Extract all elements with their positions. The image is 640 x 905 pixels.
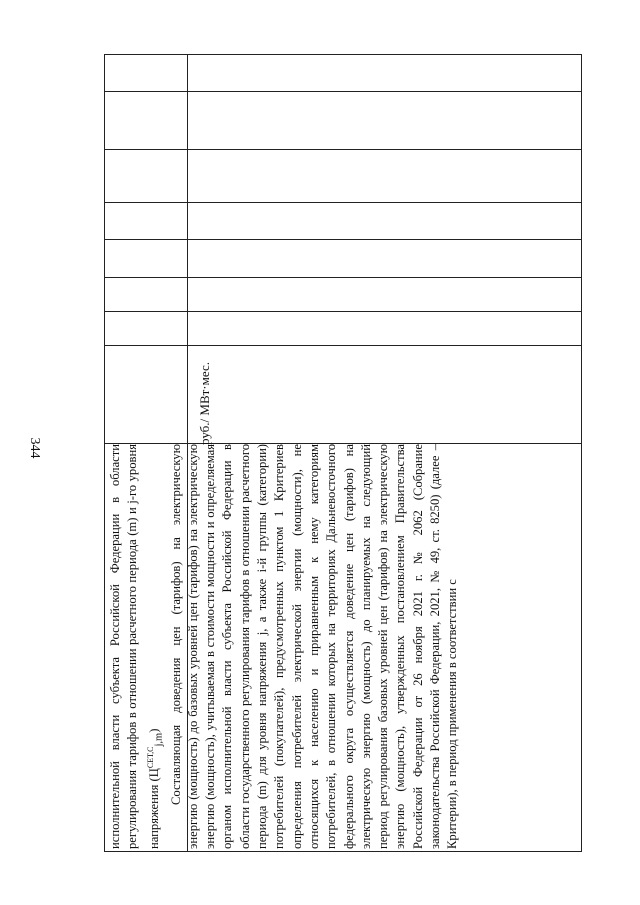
page-number: 344 bbox=[27, 437, 42, 459]
formula-subscript: j,m bbox=[153, 732, 165, 747]
formula-superscript: СЕТ,С bbox=[145, 746, 155, 769]
cell-text-top-body: исполнительной власти субъекта Российской Федерации в области регулирования тарифов в отношении расчетного периода (m) и j-го уровня напряжения (Ц bbox=[108, 444, 161, 849]
table-divider bbox=[105, 239, 581, 240]
cell-text-top-end: ) bbox=[146, 728, 161, 733]
cell-text-block bbox=[107, 444, 462, 849]
unit-cell bbox=[197, 351, 213, 451]
table-divider bbox=[105, 91, 581, 92]
unit-label: руб./ МВт·мес. bbox=[197, 362, 212, 445]
table-divider bbox=[105, 345, 581, 346]
table-divider bbox=[105, 311, 581, 312]
cell-text-top bbox=[107, 444, 168, 849]
table-divider bbox=[105, 277, 581, 278]
table-divider bbox=[105, 202, 581, 203]
table-divider bbox=[105, 149, 581, 150]
cell-text-main: Составляющая доведения цен (тарифов) на электрическую энергию (мощность) до базовых уровней цен (тарифов) на электрическую энергию (мощность), учитываемая в стоимости мощности и определяемая органом исполнительной власти субъекта Российской Федерации в области государственного регулирования тарифов в отношении расчетного периода (m) для уровня напряжения j, а также i-й группы (категории) потребителей (покупателей), предусмотренных пунктом 1 Критериев определения потребителей электрической энергии (мощности), не относящихся к населению и приравненным к нему категориям потребителей, в отношении которых на территориях Дальневосточного федерального округа осуществляется доведение цен (тарифов) на электрическую энергию (мощность) до планируемых на следующий период регулирования базовых уровней цен (тарифов) на электрическую энергию (мощность), утвержденных постановлением Правительства Российской Федерации от 26 ноября 2021 г. № 2062 (Собрание законодательства Российской Федерации, 2021, № 49, ст. 8250) (далее – Критерии), в период применения в соответствии с bbox=[168, 444, 460, 849]
